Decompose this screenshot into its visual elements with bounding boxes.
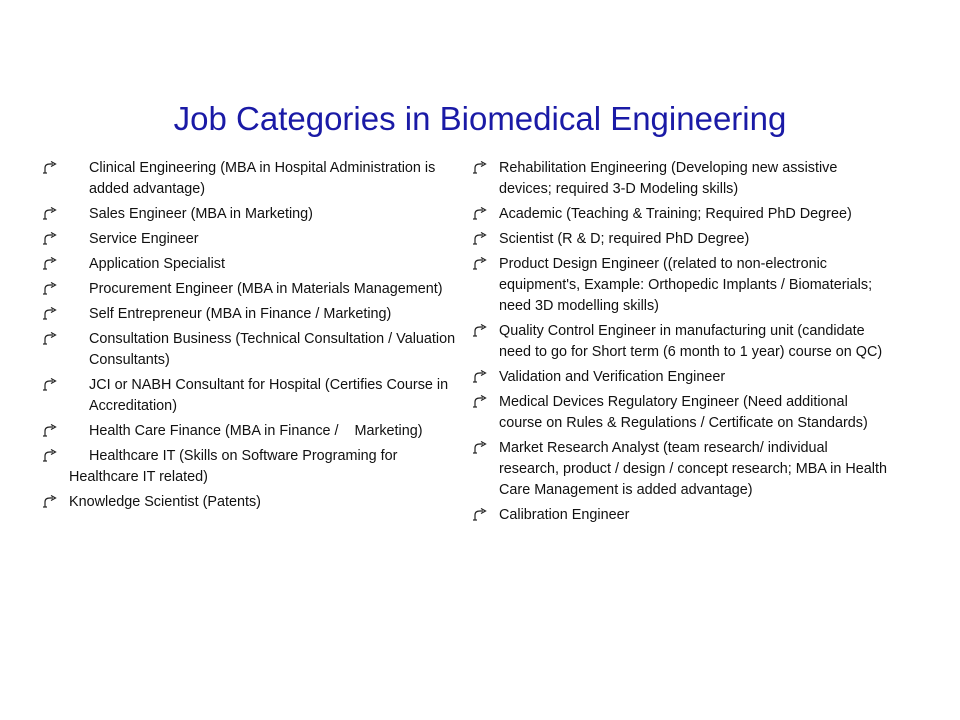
list-item-text: Product Design Engineer ((related to non-electronic equipment's, Example: Orthopedic Implants / Biomaterials; need 3D modelling skills) (499, 256, 873, 314)
list-item (42, 421, 460, 442)
list-item (42, 229, 460, 250)
arrow-bullet-icon (42, 257, 58, 271)
list-item (42, 446, 460, 488)
list-item-text: Clinical Engineering (MBA in Hospital Administration is added advantage) (89, 160, 436, 197)
list-item (472, 204, 890, 225)
list-item-text: Medical Devices Regulatory Engineer (Need additional course on Rules & Regulations / Certificate on Standards) (499, 394, 868, 431)
list-item-text: Application Specialist (89, 256, 225, 272)
list-item-text: Consultation Business (Technical Consultation / Valuation Consultants) (89, 331, 456, 368)
list-item (472, 438, 890, 501)
list-item (42, 375, 460, 417)
list-item-text: Sales Engineer (MBA in Marketing) (89, 206, 313, 222)
list-item-text: Calibration Engineer (499, 507, 630, 523)
arrow-bullet-icon (472, 441, 488, 455)
list-item (472, 505, 890, 526)
list-item (472, 254, 890, 317)
arrow-bullet-icon (42, 307, 58, 321)
list-item-text: Health Care Finance (MBA in Finance / Marketing) (89, 423, 423, 439)
list-item-text: JCI or NABH Consultant for Hospital (Certifies Course in Accreditation) (89, 377, 449, 414)
list-item (42, 329, 460, 371)
list-item (42, 279, 460, 300)
slide-title: Job Categories in Biomedical Engineering (173, 100, 787, 137)
arrow-bullet-icon (472, 207, 488, 221)
list-item-text: Scientist (R & D; required PhD Degree) (499, 231, 750, 247)
arrow-bullet-icon (472, 232, 488, 246)
list-item (472, 158, 890, 200)
list-item-text: Healthcare IT (Skills on Software Programing for (89, 448, 398, 464)
arrow-bullet-icon (42, 332, 58, 346)
arrow-bullet-icon (42, 282, 58, 296)
right-bullet-list (472, 158, 890, 530)
list-item-text: Procurement Engineer (MBA in Materials Management) (89, 281, 443, 297)
arrow-bullet-icon (42, 232, 58, 246)
list-item (42, 492, 460, 513)
arrow-bullet-icon (42, 161, 58, 175)
arrow-bullet-icon (472, 324, 488, 338)
arrow-bullet-icon (472, 508, 488, 522)
arrow-bullet-icon (472, 370, 488, 384)
arrow-bullet-icon (42, 207, 58, 221)
list-item (472, 229, 890, 250)
arrow-bullet-icon (42, 495, 58, 509)
arrow-bullet-icon (42, 378, 58, 392)
list-item-text: Service Engineer (89, 231, 199, 247)
arrow-bullet-icon (472, 161, 488, 175)
list-item (42, 204, 460, 225)
list-item-text: Quality Control Engineer in manufacturing unit (candidate need to go for Short term (6 month to 1 year) course on QC) (499, 323, 883, 360)
list-item-text: Market Research Analyst (team research/ individual research, product / design / concept research; MBA in Health Care Management is added advantage) (499, 440, 887, 498)
list-item (42, 304, 460, 325)
list-item (472, 367, 890, 388)
arrow-bullet-icon (472, 395, 488, 409)
arrow-bullet-icon (42, 424, 58, 438)
arrow-bullet-icon (472, 257, 488, 271)
arrow-bullet-icon (42, 449, 58, 463)
list-item (472, 321, 890, 363)
list-item (42, 158, 460, 200)
list-item-text: Validation and Verification Engineer (499, 369, 726, 385)
list-item (472, 392, 890, 434)
list-item (42, 254, 460, 275)
list-item-text: Academic (Teaching & Training; Required PhD Degree) (499, 206, 852, 222)
list-item-text: Self Entrepreneur (MBA in Finance / Marketing) (89, 306, 392, 322)
list-item-text-continuation: Healthcare IT related) (69, 469, 208, 485)
left-bullet-list (42, 158, 460, 517)
list-item-text: Rehabilitation Engineering (Developing new assistive devices; required 3-D Modeling skills) (499, 160, 838, 197)
list-item-text: Knowledge Scientist (Patents) (69, 494, 261, 510)
